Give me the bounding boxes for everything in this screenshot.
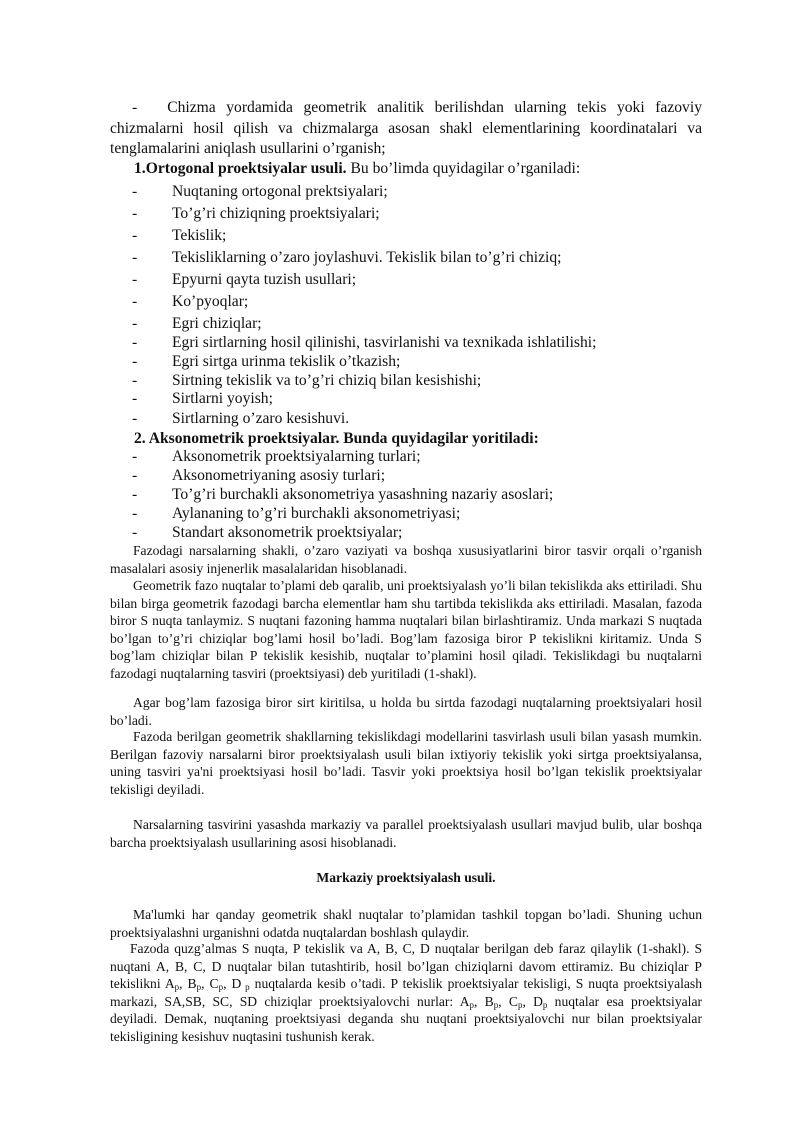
paragraph-3: Agar bog’lam fazosiga biror sirt kiritilsa, u holda bu sirtda fazodagi nuqtalarning proektsiyalari hosil bo’ladi. bbox=[110, 695, 702, 728]
intro-text: Chizma yordamida geometrik analitik berilishdan ularning tekis yoki fazoviy chizmalarni hosil qilish va chizmalarga asosan shakl elementlarining koordinatalari va tenglamalarini aniqlash usullarini o’rganish; bbox=[110, 99, 702, 158]
section1-title: 1.Ortogonal proektsiyalar usuli. bbox=[134, 160, 347, 177]
intro-paragraph bbox=[110, 98, 702, 160]
paragraph-5: Narsalarning tasvirini yasashda markaziy va parallel proektsiyalash usullari mavjud bulib, ular boshqa barcha proektsiyalash usullarining asosi hisoblanadi. bbox=[110, 817, 702, 850]
document-page: - Chizma yordamida geometrik analitik berilishdan ularning tekis yoki fazoviy chizmalarni hosil qilish va chizmalarga asosan shakl elementlarining koordinatalari va tenglamalarini aniqlash usullarini o’rganish; 1.Ortogonal proektsiyalar usuli. Bu bo’limda quyidagilar o’rganiladi: - Nuqtaning ortogonal prektsiyalari; - To’g’ri chiziqning proektsiyalari; - Tekislik; - Tekisliklarning o’zaro joylashuvi. Tekislik bilan to’g’ri chiziq; - Epyurni qayta tuzish usullari; - Ko’pyoqlar; - Egri chiziqlar; - Egri sirtlarning hosil qilinishi, tasvirlanishi va texnikada ishlatilishi; - Egri sirtga urinma tekislik o’tkazish; - Sirtning tekislik va to’g’ri chiziq bilan kesishishi; - Sirtlarni yoyish; - Sirtlarning o’zaro kesishuvi. 2. Aksonometrik proektsiyalar. Bunda quyidagilar yoritiladi: - Aksonometrik proektsiyalarning turlari; - Aksonometriyaning asosiy turlari; - To’g’ri burchakli aksonometriya yasashning nazariy asoslari; - Aylananing to’g’ri burchakli aksonometriyasi; - Standart aksonometrik proektsiyalar; Fazodagi narsalarning shakli, o’zaro vaziyati va boshqa xususiyatlarini biror tasvir orqali o’rganish masalalari asosiy injenerlik masalalaridan hisoblanadi. Geometrik fazo nuqtalar to’plami deb qaralib, uni proektsiyalash yo’li bilan tekislikda aks ettiriladi. Shu bilan birga geometrik fazodagi barcha elementlar ham shu tartibda tekislikda aks ettiriladi. Masalan, fazoda biror S nuqta tanlaymiz. S nuqtani fazoning hamma nuqtalari bilan birlashtiramiz. Unda markazi S nuqtada bo’lgan to’g’ri chiziqlar bog’lami hosil bo’ladi. Bog’lam fazosiga biror P tekislikni kiritamiz. Unda S bog’lam chiziqlar bilan P tekislik kesishib, nuqtalar to’plamini hosil qiladi. Tekislikdagi bu nuqtalarni fazodagi nuqtalarning tasviri (proektsiyasi) deb yuritiladi (1-shakl). Agar bog’lam fazosiga biror sirt kiritilsa, u holda bu sirtda fazodagi nuqtalarning proektsiyalari hosil bo’ladi. Fazoda berilgan geometrik shakllarning tekislikdagi modellarini tasvirlash usuli bilan yasash mumkin. Berilgan fazoviy narsalarni biror proektsiyalash usuli bilan ixtiyoriy tekislik yoki sirtga proektsiyalansa, uning tasviri ya'ni proektsiyasi hosil bo’ladi. Tasvir yoki proektsiya hosil bo’lgan tekislik proektsiyalar tekisligi deyiladi. Narsalarning tasvirini yasashda markaziy va parallel proektsiyalash usullari mavjud bulib, ular boshqa barcha proektsiyalash usullarining asosi hisoblanadi. Markaziy proektsiyalash usuli. Ma'lumki har qanday geometrik shakl nuqtalar to’plamidan tashkil topgan bo’ladi. Shuning uchun proektsiyalashni urganishni odatda nuqtalardan boshlash qulaydir. Fazoda quzg’almas S nuqta, P tekislik va A, B, C, D nuqtalar berilgan deb faraz qilaylik (1-shakl). S nuqtani A, B, C, D nuqtalar bilan tutashtirib, hosil bo’lgan chiziqlarni davom ettiramiz. Bu chiziqlar P tekislikni $A_p$, $B_p$, $C_p$, D $_p$ nuqtalarda kesib o’tadi. P tekislik proektsiyalar tekisligi, S nuqta proektsiyalash markazi, SA,SB, SC, SD chiziqlar proektsiyalovchi nurlar: $A_p$, $B_p$, $C_p$, $D_p$ nuqtalar esa proektsiyalar deyiladi. Demak, nuqtaning proektsiyasi deganda shu nuqtani proektsiyalovchi nur bilan proektsiyalar tekisligining kesishuv nuqtasini tushunish kerak. bbox=[110, 99, 702, 1044]
intro-dash: - bbox=[132, 99, 138, 116]
section2-heading: 2. Aksonometrik proektsiyalar. Bunda quyidagilar yoritiladi: bbox=[134, 430, 539, 447]
paragraph-6: Ma'lumki har qanday geometrik shakl nuqtalar to’plamidan tashkil topgan bo’ladi. Shuning uchun proektsiyalashni urganishni odatda nuqtalardan boshlash qulaydir. bbox=[110, 907, 702, 940]
paragraph-7: Fazoda quzg’almas S nuqta, P tekislik va A, B, C, D nuqtalar berilgan deb faraz qilaylik (1-shakl). S nuqtani A, B, C, D nuqtalar bilan tutashtirib, hosil bo’lgan chiziqlarni davom ettiramiz. Bu chiziqlar P tekislikni $A_p$, $B_p$, $C_p$, D $_p$ nuqtalarda kesib o’tadi. P tekislik proektsiyalar tekisligi, S nuqta proektsiyalash markazi, SA,SB, SC, SD chiziqlar proektsiyalovchi nurlar: $A_p$, $B_p$, $C_p$, $D_p$ nuqtalar esa proektsiyalar deyiladi. Demak, nuqtaning proektsiyasi deganda shu nuqtani proektsiyalovchi nur bilan proektsiyalar tekisligining kesishuv nuqtasini tushunish kerak. bbox=[110, 941, 702, 1044]
paragraph-1: Fazodagi narsalarning shakli, o’zaro vaziyati va boshqa xususiyatlarini biror tasvir orqali o’rganish masalalari asosiy injenerlik masalalaridan hisoblanadi. bbox=[110, 543, 702, 576]
section-heading: Markaziy proektsiyalash usuli. bbox=[316, 870, 496, 885]
paragraph-2: Geometrik fazo nuqtalar to’plami deb qaralib, uni proektsiyalash yo’li bilan tekislikda aks ettiriladi. Shu bilan birga geometrik fazodagi barcha elementlar ham shu tartibda tekislikda aks ettiriladi. Masalan, fazoda biror S nuqta tanlaymiz. S nuqtani fazoning hamma nuqtalari bilan birlashtiramiz. Unda markazi S nuqtada bo’lgan to’g’ri chiziqlar bog’lami hosil bo’ladi. Bog’lam fazosiga biror P tekislikni kiritamiz. Unda S bog’lam chiziqlar bilan P tekislik kesishib, nuqtalar to’plamini hosil qiladi. Tekislikdagi bu nuqtalarni fazodagi nuqtalarning tasviri (proektsiyasi) deb yuritiladi (1-shakl). bbox=[110, 578, 702, 681]
paragraph-4: Fazoda berilgan geometrik shakllarning tekislikdagi modellarini tasvirlash usuli bilan yasash mumkin. Berilgan fazoviy narsalarni biror proektsiyalash usuli bilan ixtiyoriy tekislik yoki sirtga proektsiyalansa, uning tasviri ya'ni proektsiyasi hosil bo’ladi. Tasvir yoki proektsiya hosil bo’lgan tekislik proektsiyalar tekisligi deyiladi. bbox=[110, 729, 702, 797]
section1-intro: Bu bo’limda quyidagilar o’rganiladi: bbox=[346, 160, 581, 177]
section1-heading bbox=[134, 159, 580, 179]
